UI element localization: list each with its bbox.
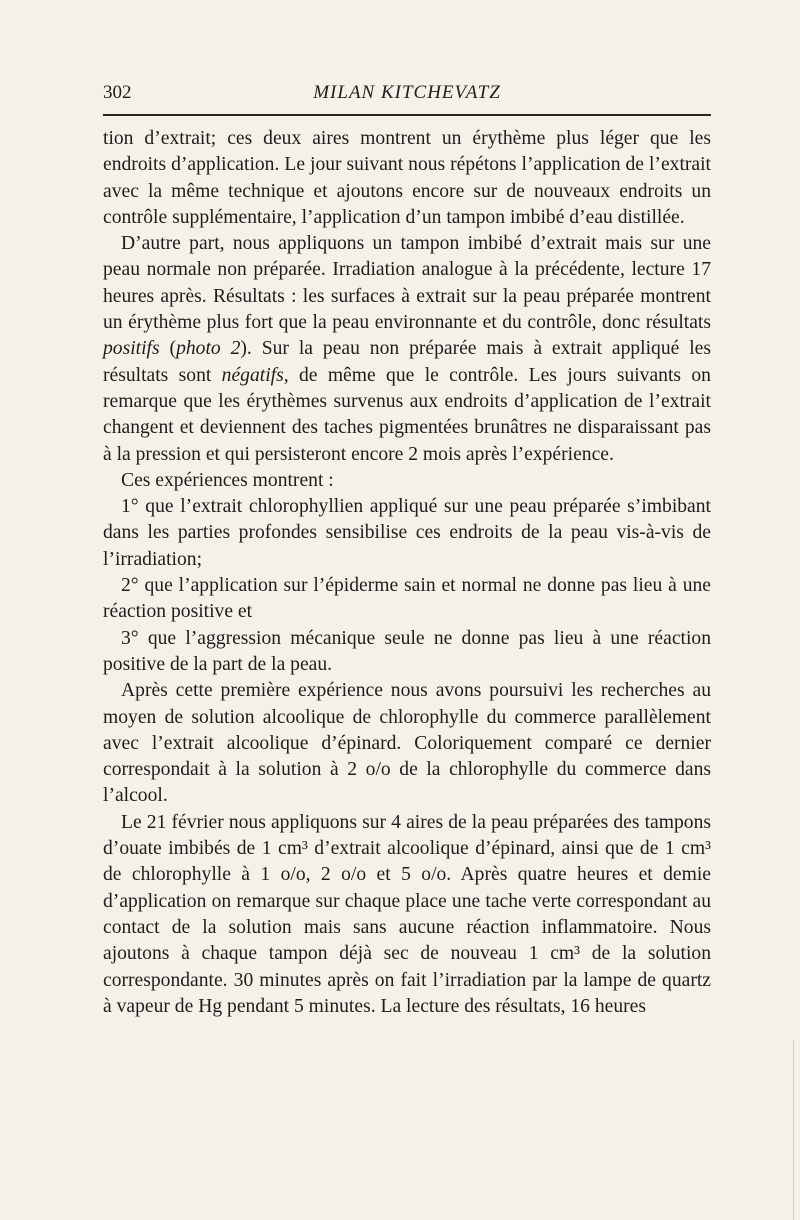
paragraph-text: ). Sur la peau non préparée mais à extrait appliqué les résultats sont bbox=[103, 338, 712, 386]
paragraph: tion d’extrait; ces deux aires montrent un érythème plus léger que les endroits d’application. Le jour suivant nous répétons l’application de l’extrait avec la même technique et ajoutons encore sur de nouveaux endroits un contrôle supplémentaire, l’application d’un tampon imbibé d’eau distillée. bbox=[103, 128, 711, 228]
paragraph bbox=[103, 231, 711, 468]
italic-term-negatifs: négatifs bbox=[221, 364, 284, 386]
list-item-2: 2° que l’application sur l’épiderme sain et normal ne donne pas lieu à une réaction positive et bbox=[103, 575, 711, 623]
italic-term-positifs: positifs bbox=[103, 338, 160, 360]
photo-reference: photo 2 bbox=[176, 338, 241, 360]
header-rule bbox=[103, 114, 711, 116]
list-item-1: 1° que l’extrait chlorophyllien appliqué sur une peau préparée s’imbibant dans les parties profondes sensibilise ces endroits de la peau vis-à-vis de l’irradiation; bbox=[103, 496, 711, 570]
paragraph-text: ( bbox=[159, 338, 177, 360]
paragraph: Ces expériences montrent : bbox=[121, 469, 334, 491]
page-header bbox=[103, 78, 711, 108]
page-edge-shadow bbox=[793, 1040, 794, 1220]
list-item-3: 3° que l’aggression mécanique seule ne donne pas lieu à une réaction positive de la part de la peau. bbox=[103, 627, 711, 675]
paragraph-text: D’autre part, nous appliquons un tampon imbibé d’extrait mais sur une peau normale non préparée. Irradiation analogue à la précédente, lecture 17 heures après. Résultats : les surfaces à extrait sur la peau préparée montrent un érythème plus fort que la peau environnante et du contrôle, donc résultats bbox=[103, 233, 711, 334]
book-page bbox=[103, 78, 711, 1020]
running-title: MILAN KITCHEVATZ bbox=[313, 82, 501, 103]
paragraph: Le 21 février nous appliquons sur 4 aires de la peau préparées des tampons d’ouate imbibés de 1 cm³ d’extrait alcoolique d’épinard, ainsi que de 1 cm³ de chlorophylle à 1 o/o, 2 o/o et 5 o/o. Après quatre heures et demie d’application on remarque sur chaque place une tache verte correspondant au contact de la solution mais sans aucune réaction inflammatoire. Nous ajoutons à chaque tampon déjà sec de nouveau 1 cm³ de la solution correspondante. 30 minutes après on fait l’irradiation par la lampe de quartz à vapeur de Hg pendant 5 minutes. La lecture des résultats, 16 heures bbox=[103, 811, 711, 1017]
page-number: 302 bbox=[103, 82, 132, 103]
paragraph-text: , de même que le contrôle. Les jours suivants on remarque que les érythèmes survenus aux endroits d’application de l’extrait changent et deviennent des taches pigmentées brunâtres ne disparaissant pas à la pression et qui persisteront encore 2 mois après l’expérience. bbox=[103, 364, 711, 465]
paragraph: Après cette première expérience nous avons poursuivi les recherches au moyen de solution alcoolique de chlorophylle du commerce parallèlement avec l’extrait alcoolique d’épinard. Coloriquement comparé ce dernier correspondait à la solution à 2 o/o de la chlorophylle du commerce dans l’alcool. bbox=[103, 680, 711, 807]
body-text bbox=[103, 126, 711, 1020]
